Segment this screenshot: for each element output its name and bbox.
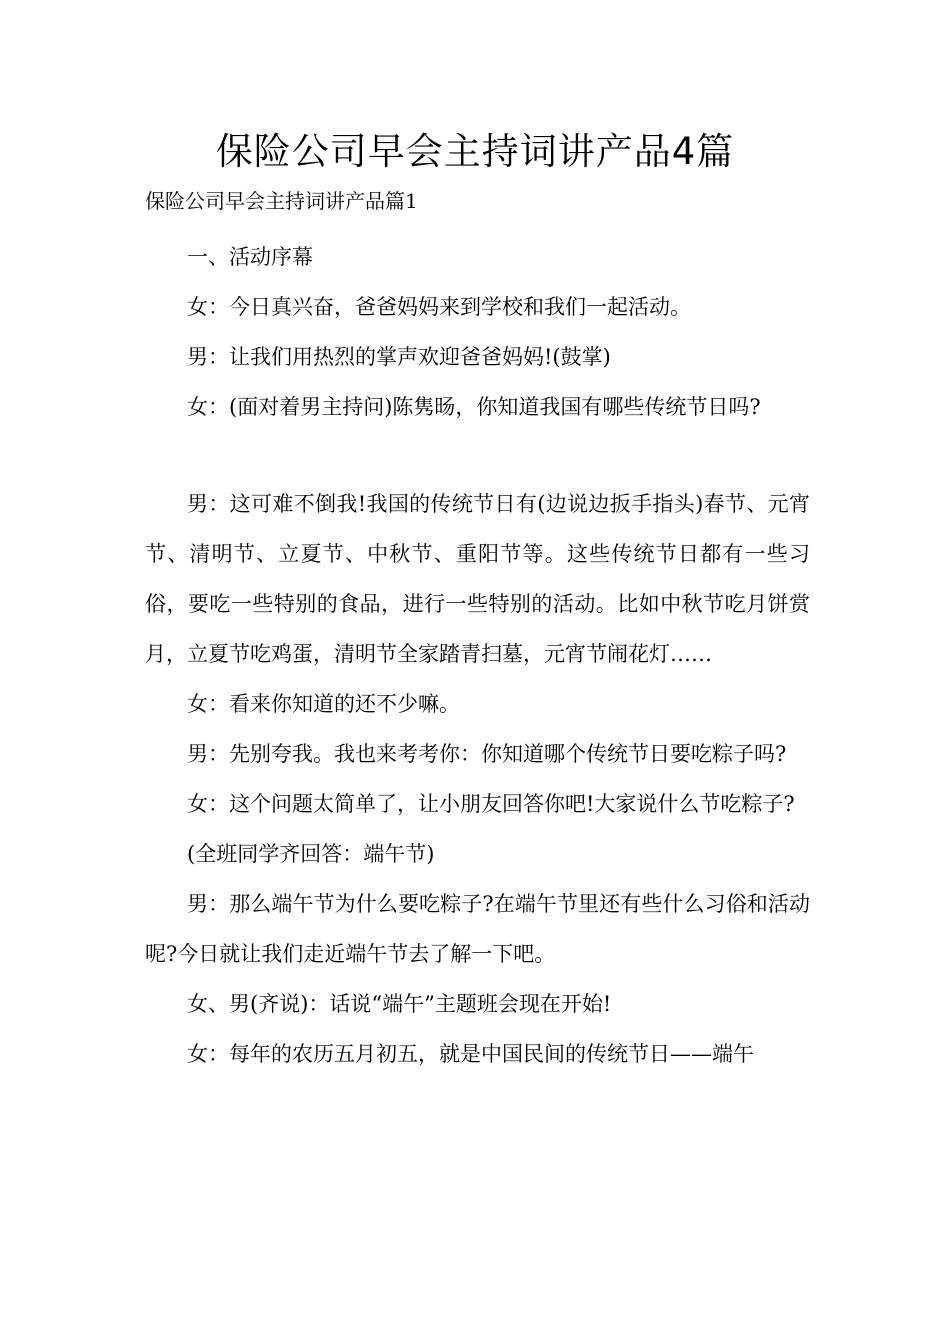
paragraph: 女：每年的农历五月初五，就是中国民间的传统节日——端午 <box>187 1042 754 1066</box>
paragraph: (全班同学齐回答：端午节) <box>187 842 435 866</box>
document-body <box>145 232 810 1079</box>
paragraph: 男：这可难不倒我!我国的传统节日有(边说边扳手指头)春节、元宵节、清明节、立夏节、中秋节、重阳节等。这些传统节日都有一些习俗，要吃一些特别的食品，进行一些特别的活动。比如中秋节吃月饼赏月，立夏节吃鸡蛋，清明节全家踏青扫墓，元宵节闹花灯…… <box>145 492 810 666</box>
paragraph-gap <box>145 432 810 479</box>
document-title: 保险公司早会主持词讲产品4篇 <box>215 130 735 173</box>
paragraph: 女：今日真兴奋，爸爸妈妈来到学校和我们一起活动。 <box>187 295 691 319</box>
paragraph: 女、男(齐说)：话说“端午”主题班会现在开始! <box>187 992 612 1016</box>
paragraph: 女：这个问题太简单了，让小朋友回答你吧!大家说什么节吃粽子? <box>187 792 795 816</box>
paragraph: 女：(面对着男主持问)陈隽旸，你知道我国有哪些传统节日吗? <box>187 395 761 419</box>
paragraph: 男：让我们用热烈的掌声欢迎爸爸妈妈!(鼓掌) <box>187 345 611 369</box>
paragraph: 男：先别夸我。我也来考考你：你知道哪个传统节日要吃粽子吗? <box>187 742 787 766</box>
paragraph: 女：看来你知道的还不少嘛。 <box>187 692 460 716</box>
paragraph: 男：那么端午节为什么要吃粽子?在端午节里还有些什么习俗和活动呢?今日就让我们走近端午节去了解一下吧。 <box>145 892 810 966</box>
paragraph: 一、活动序幕 <box>187 245 313 269</box>
section-heading: 保险公司早会主持词讲产品篇1 <box>145 189 418 213</box>
